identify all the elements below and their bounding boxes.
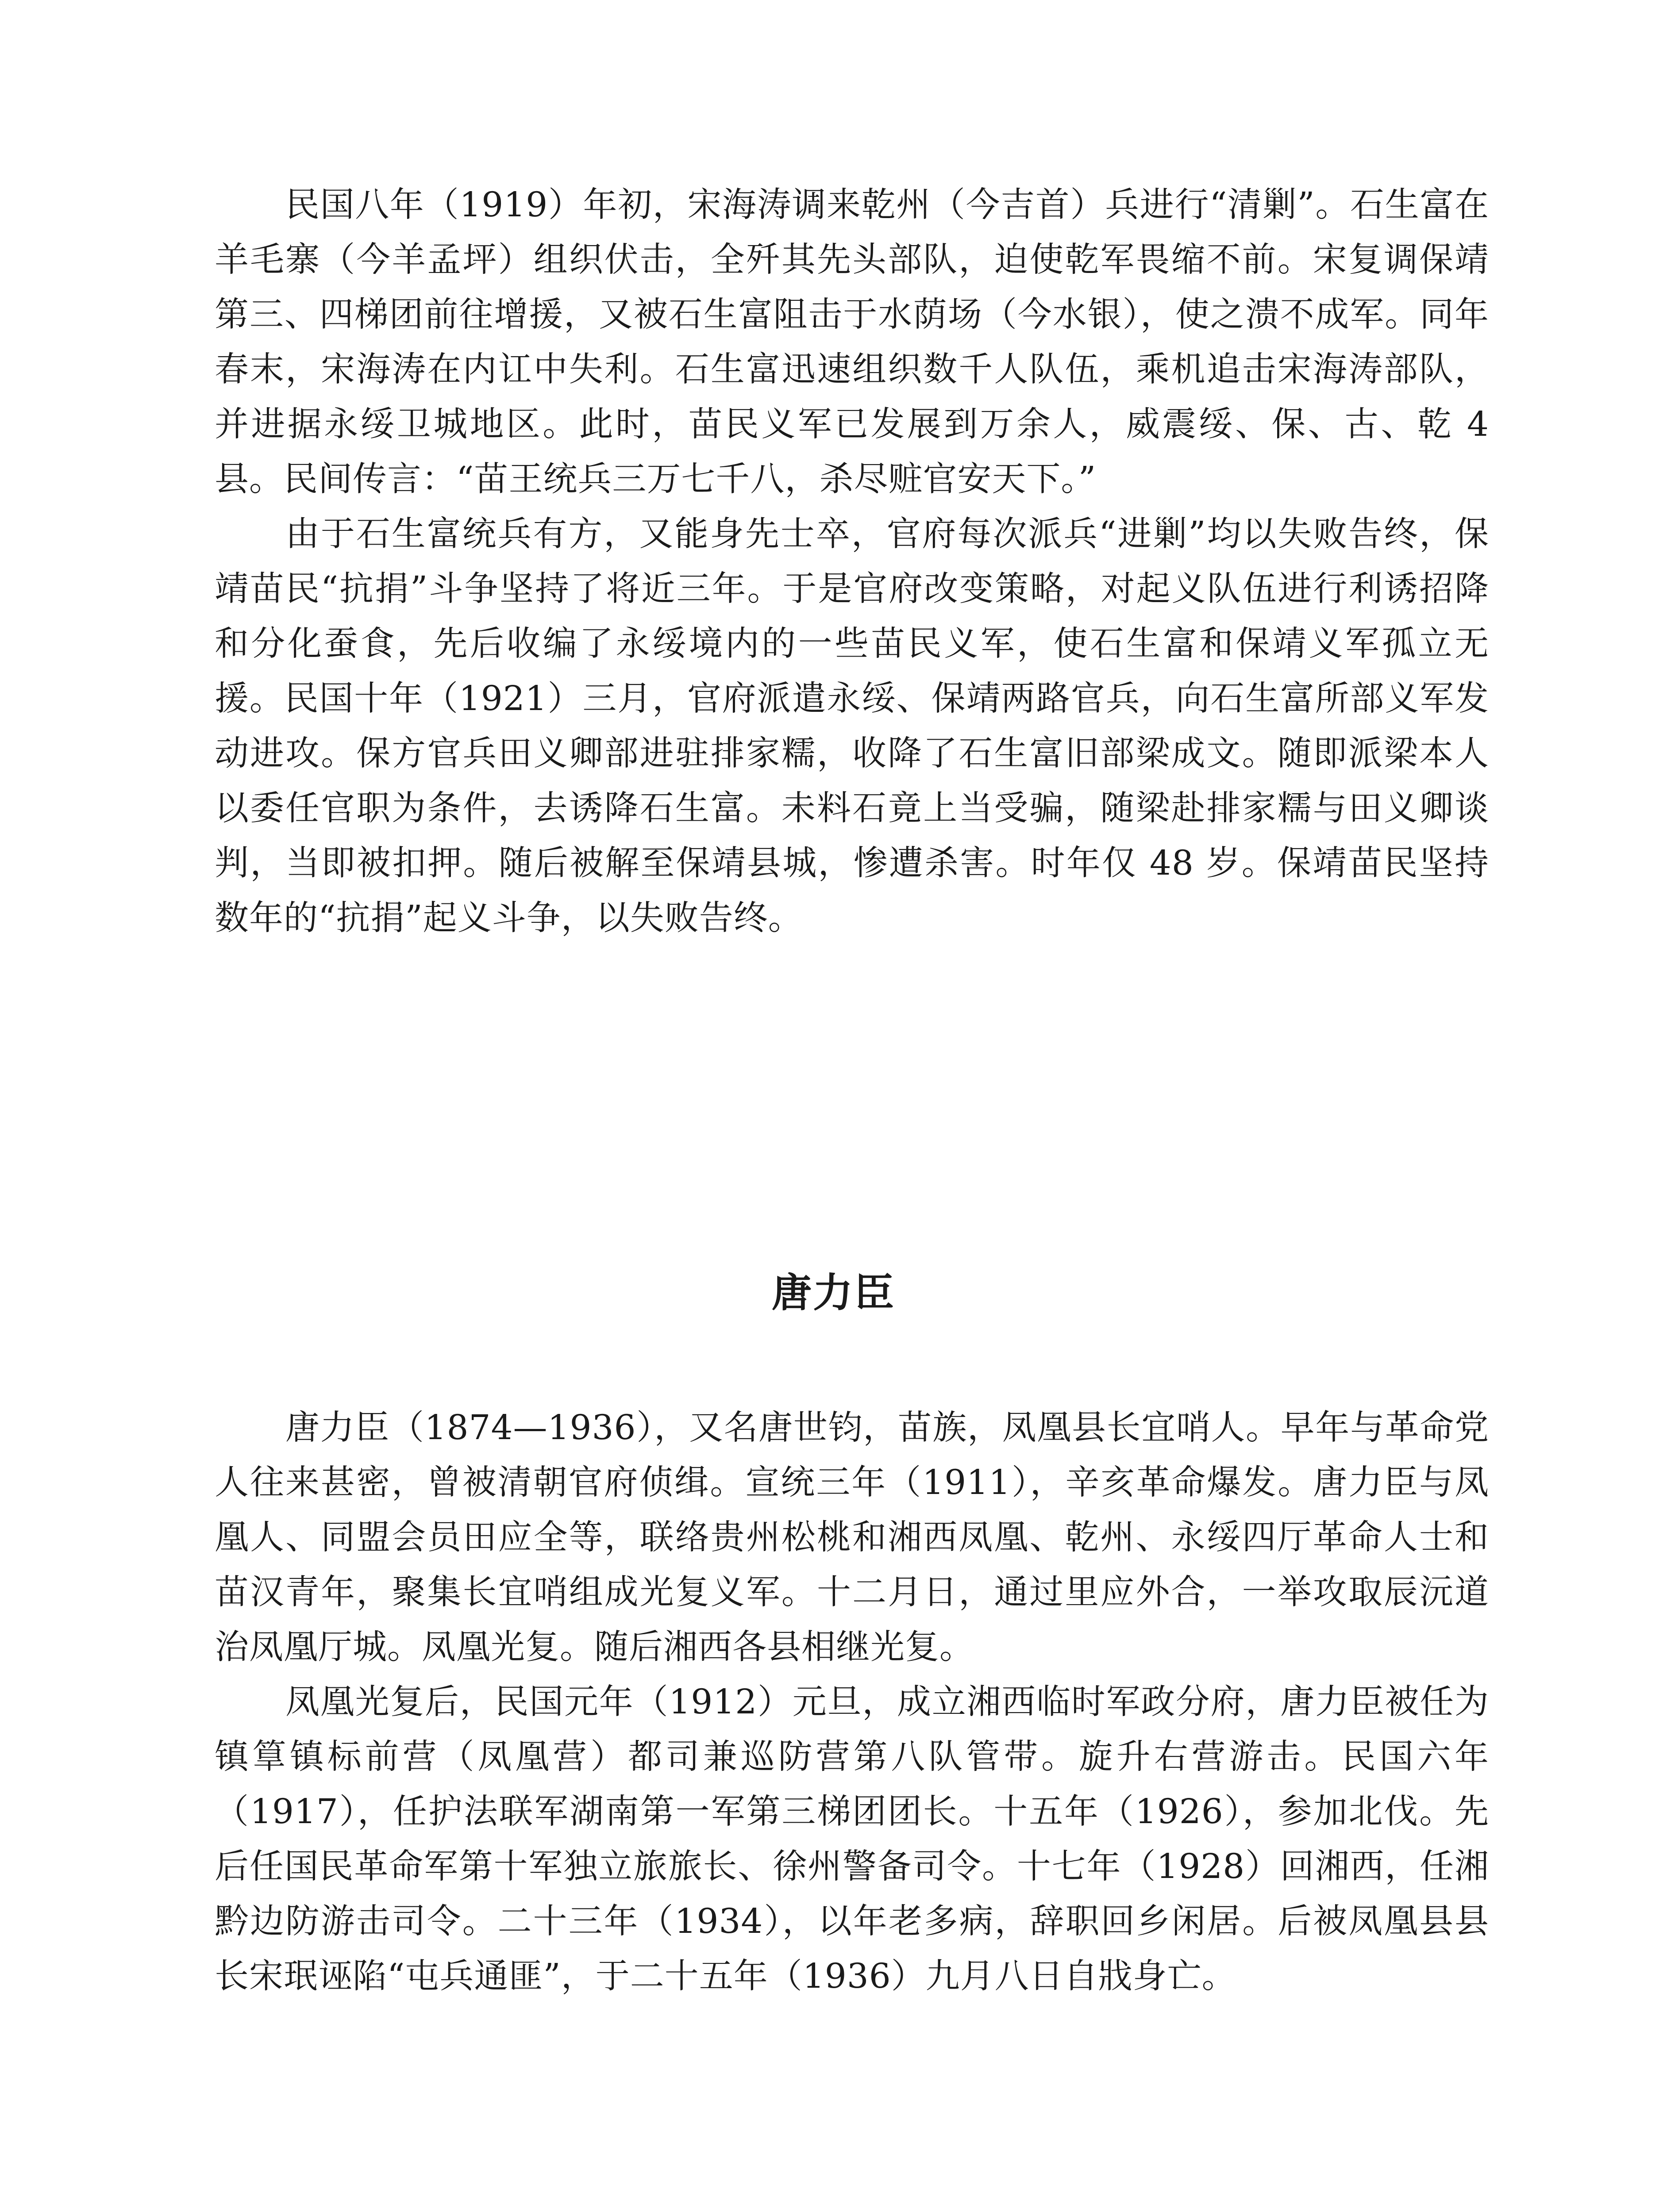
section-shi-shengfu-continued bbox=[215, 178, 1489, 946]
paragraph: 民国八年（1919）年初，宋海涛调来乾州（今吉首）兵进行“清剿”。石生富在羊毛寨（今羊孟坪）组织伏击，全歼其先头部队，迫使乾军畏缩不前。宋复调保靖第三、四梯团前往增援，又被石生富阻击于水荫场（今水银），使之溃不成军。同年春末，宋海涛在内讧中失利。石生富迅速组织数千人队伍，乘机追击宋海涛部队，并进据永绥卫城地区。此时，苗民义军已发展到万余人，威震绥、保、古、乾 4 县。民间传言：“苗王统兵三万七千八，杀尽赃官安天下。” bbox=[215, 185, 1489, 499]
paragraph: 唐力臣（1874—1936），又名唐世钧，苗族，凤凰县长宜哨人。早年与革命党人往来甚密，曾被清朝官府侦缉。宣统三年（1911），辛亥革命爆发。唐力臣与凤凰人、同盟会员田应全等，联络贵州松桃和湘西凤凰、乾州、永绥四厅革命人士和苗汉青年，聚集长宜哨组成光复义军。十二月日，通过里应外合，一举攻取辰沅道治凤凰厅城。凤凰光复。随后湘西各县相继光复。 bbox=[215, 1408, 1489, 1667]
paragraph: 由于石生富统兵有方，又能身先士卒，官府每次派兵“进剿”均以失败告终，保靖苗民“抗捐”斗争坚持了将近三年。于是官府改变策略，对起义队伍进行利诱招降和分化蚕食，先后收编了永绥境内的一些苗民义军，使石生富和保靖义军孤立无援。民国十年（1921）三月，官府派遣永绥、保靖两路官兵，向石生富所部义军发动进攻。保方官兵田义卿部进驻排家糯，收降了石生富旧部梁成文。随即派梁本人以委任官职为条件，去诱降石生富。未料石竟上当受骗，随梁赴排家糯与田义卿谈判，当即被扣押。随后被解至保靖县城，惨遭杀害。时年仅 48 岁。保靖苗民坚持数年的“抗捐”起义斗争，以失败告终。 bbox=[215, 515, 1489, 938]
section-tang-lichen bbox=[215, 1401, 1489, 2004]
paragraph: 凤凰光复后，民国元年（1912）元旦，成立湘西临时军政分府，唐力臣被任为镇筸镇标前营（凤凰营）都司兼巡防营第八队管带。旋升右营游击。民国六年（1917），任护法联军湖南第一军第三梯团团长。十五年（1926），参加北伐。先后任国民革命军第十军独立旅旅长、徐州警备司令。十七年（1928）回湘西，任湘黔边防游击司令。二十三年（1934），以年老多病，辞职回乡闲居。后被凤凰县县长宋珉诬陷“屯兵通匪”，于二十五年（1936）九月八日自戕身亡。 bbox=[215, 1682, 1489, 1996]
section-title: 唐力臣 bbox=[772, 1269, 895, 1316]
